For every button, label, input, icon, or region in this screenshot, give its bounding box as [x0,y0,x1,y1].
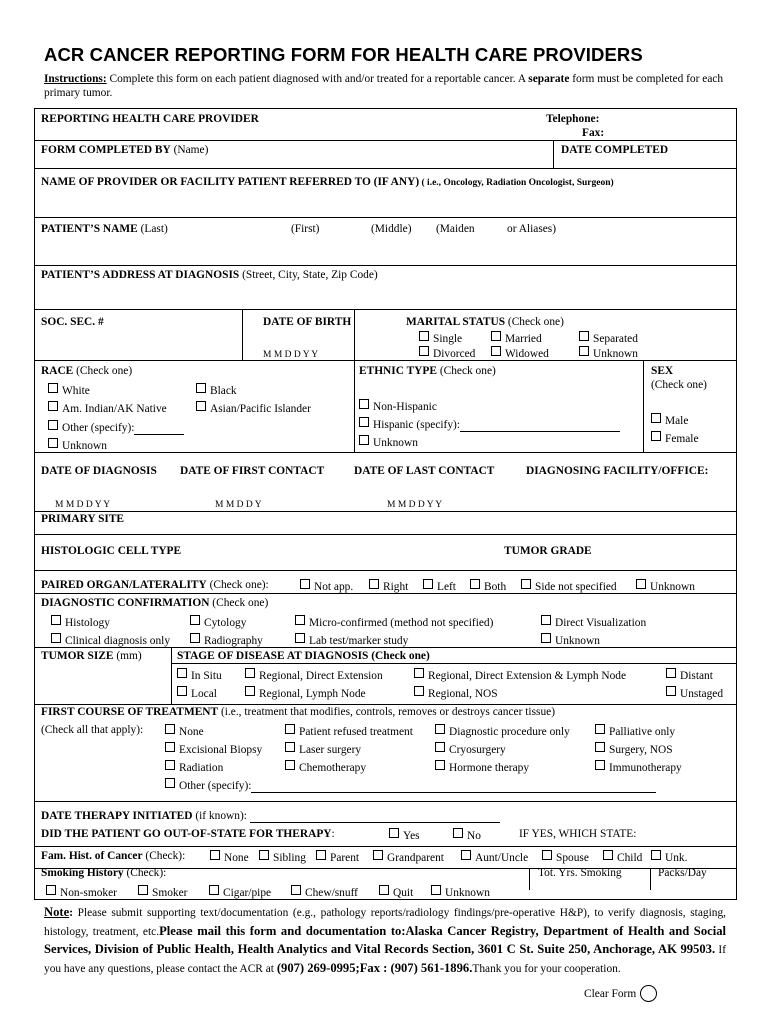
tumor-size-label: TUMOR SIZE [41,650,114,662]
instructions-text1: Complete this form on each patient diagnosed with and/or treated for a reportable cancer. A [106,73,529,85]
laterality-left[interactable]: Left [423,579,456,594]
note-phone-fax: (907) 269-0995;Fax : (907) 561-1896. [276,960,473,975]
confirm-lab-test[interactable]: Lab test/marker study [295,633,408,648]
date-diagnosis-label[interactable]: DATE OF DIAGNOSIS [41,465,157,477]
checkbox-icon[interactable] [595,724,605,734]
family-history-hint: (Check): [142,850,186,862]
treatment-label: FIRST COURSE OF TREATMENT [41,706,219,718]
smoke-quit[interactable]: Quit [379,885,413,900]
completed-by-label: FORM COMPLETED BY [41,144,171,156]
ethnic-non-hispanic[interactable]: Non-Hispanic [359,399,437,414]
checkbox-icon[interactable] [541,615,551,625]
race-white[interactable]: White [48,383,90,398]
divider [553,140,554,168]
checkbox-icon[interactable] [165,778,175,788]
patient-last-hint: (Last) [137,223,168,235]
smoke-unknown[interactable]: Unknown [431,885,490,900]
marital-label: MARITAL STATUS [406,316,506,328]
date-first-contact-label[interactable]: DATE OF FIRST CONTACT [180,465,325,477]
form-sheet [34,108,737,900]
patient-aliases-hint: or Aliases) [507,223,557,235]
checkbox-icon[interactable] [48,438,58,448]
dob-format: M M D D Y Y [263,350,319,360]
patient-first-hint: (First) [291,223,320,235]
race-heading [41,365,132,378]
checkbox-icon[interactable] [165,760,175,770]
laterality-not-app[interactable]: Not app. [300,579,353,594]
checkbox-icon[interactable] [470,579,480,589]
checkbox-icon[interactable] [295,615,305,625]
patient-maiden-hint: (Maiden [436,223,475,235]
treat-hormone[interactable]: Hormone therapy [435,760,529,775]
checkbox-icon[interactable] [48,420,58,430]
stage-in-situ[interactable]: In Situ [177,668,222,683]
family-history-row [41,850,185,863]
checkbox-icon[interactable] [245,686,255,696]
checkbox-icon[interactable] [316,850,326,860]
treat-other[interactable]: Other (specify): [165,778,656,793]
race-label: RACE [41,365,74,377]
checkbox-icon[interactable] [359,435,369,445]
completed-by-hint: (Name) [170,144,209,156]
treat-radiation[interactable]: Radiation [165,760,223,775]
divider [171,647,172,704]
sex-label: SEX [651,365,674,377]
checkbox-icon[interactable] [453,828,463,838]
divider [35,704,736,705]
therapy-date-field[interactable] [41,810,500,823]
checkbox-icon[interactable] [419,346,429,356]
confirm-direct-visualization[interactable]: Direct Visualization [541,615,646,630]
completed-by-field[interactable] [41,144,208,157]
checkbox-icon[interactable] [51,615,61,625]
note-label: Note [44,905,70,919]
checkbox-icon[interactable] [285,760,295,770]
diagnosing-facility-label[interactable]: DIAGNOSING FACILITY/OFFICE: [526,465,709,477]
sex-male[interactable]: Male [651,413,688,428]
divider [171,663,736,664]
checkbox-icon[interactable] [48,401,58,411]
date-last-contact-format: M M D D Y Y [387,500,443,510]
primary-site-label[interactable]: PRIMARY SITE [41,513,125,525]
tumor-grade-label[interactable]: TUMOR GRADE [504,545,592,557]
smoke-cigar-pipe[interactable]: Cigar/pipe [209,885,271,900]
checkbox-icon[interactable] [579,346,589,356]
stage-regional-direct[interactable]: Regional, Direct Extension [245,668,383,683]
fam-child[interactable]: Child [603,850,642,865]
confirm-clinical[interactable]: Clinical diagnosis only [51,633,170,648]
smoke-non-smoker[interactable]: Non-smoker [46,885,117,900]
checkbox-icon[interactable] [389,828,399,838]
checkbox-icon[interactable] [210,850,220,860]
stage-regional-nos[interactable]: Regional, NOS [414,686,498,701]
checkbox-icon[interactable] [666,686,676,696]
ethnic-heading [359,365,496,378]
smoking-label: Smoking History [41,867,124,879]
checkbox-icon[interactable] [651,413,661,423]
stage-label: STAGE OF DISEASE AT DIAGNOSIS [177,650,369,662]
checkbox-icon[interactable] [636,579,646,589]
laterality-both[interactable]: Both [470,579,506,594]
note-thanks: Thank you for your cooperation. [472,962,621,975]
fax-label: Fax: [582,127,605,139]
treat-cryosurgery[interactable]: Cryosurgery [435,742,506,757]
therapy-date-hint: (if known): [192,810,247,822]
checkbox-icon[interactable] [196,383,206,393]
telephone-label: Telephone: [546,113,600,125]
divider [35,140,736,141]
stage-distant[interactable]: Distant [666,668,713,683]
confirmation-hint: (Check one) [209,597,269,609]
divider [35,265,736,266]
ethnic-hispanic[interactable]: Hispanic (specify): [359,417,620,432]
treat-other-input[interactable] [251,792,656,793]
laterality-row [41,579,269,592]
smoking-heading [41,867,166,880]
ethnic-unknown[interactable]: Unknown [359,435,418,450]
divider [35,511,736,512]
divider [354,309,355,452]
stage-hint: (Check one) [368,650,430,662]
date-completed-label[interactable]: DATE COMPLETED [561,144,669,156]
checkbox-icon[interactable] [414,668,424,678]
checkbox-icon[interactable] [651,850,661,860]
therapy-date-input[interactable] [250,822,500,823]
checkbox-icon[interactable] [435,742,445,752]
checkbox-icon[interactable] [431,885,441,895]
out-of-state-no[interactable]: No [453,828,481,843]
date-diagnosis-format: M M D D Y Y [55,500,111,510]
stage-local[interactable]: Local [177,686,217,701]
checkbox-icon[interactable] [295,633,305,643]
tumor-size-field[interactable] [41,650,142,663]
date-last-contact-label[interactable]: DATE OF LAST CONTACT [354,465,495,477]
stage-regional-direct-lymph[interactable]: Regional, Direct Extension & Lymph Node [414,668,626,683]
race-asian[interactable]: Asian/Pacific Islander [196,401,311,416]
checkbox-icon[interactable] [491,346,501,356]
checkbox-icon[interactable] [177,686,187,696]
checkbox-icon[interactable] [423,579,433,589]
referred-label: NAME OF PROVIDER OR FACILITY PATIENT REFERRED TO (IF ANY) [41,176,420,188]
divider [643,360,644,452]
marital-married[interactable]: Married [491,331,542,346]
divider [35,452,736,453]
confirm-histology[interactable]: Histology [51,615,110,630]
checkbox-icon[interactable] [595,760,605,770]
treat-surgery-nos[interactable]: Surgery, NOS [595,742,673,757]
treatment-hint: (i.e., treatment that modifies, controls, removes or destroys cancer tissue) [218,706,555,718]
referred-field[interactable] [41,176,614,190]
clear-form-button[interactable] [584,985,657,1002]
checkbox-icon[interactable] [491,331,501,341]
laterality-hint: (Check one): [206,579,269,591]
divider [35,309,736,310]
checkbox-icon[interactable] [651,431,661,441]
marital-unknown[interactable]: Unknown [579,346,638,361]
confirm-unknown[interactable]: Unknown [541,633,600,648]
marital-divorced[interactable]: Divorced [419,346,475,361]
checkbox-icon[interactable] [435,724,445,734]
divider [529,868,530,890]
treatment-check-all: (Check all that apply): [41,724,144,736]
checkbox-icon[interactable] [190,615,200,625]
race-unknown[interactable]: Unknown [48,438,107,453]
treat-diagnostic-only[interactable]: Diagnostic procedure only [435,724,570,739]
checkbox-icon[interactable] [359,399,369,409]
out-of-state-yes[interactable]: Yes [389,828,420,843]
address-field[interactable] [41,269,378,282]
divider [650,868,651,890]
note-text1: Please submit supporting text/documentation (e.g., pathology reports/radiology findings/pre-operative H&P), to verify diagnosis, staging, histology, treatment, etc. [44,907,726,938]
treat-chemotherapy[interactable]: Chemotherapy [285,760,366,775]
checkbox-icon[interactable] [48,383,58,393]
patient-name-label: PATIENT’S NAME [41,223,138,235]
treat-refused[interactable]: Patient refused treatment [285,724,413,739]
race-other[interactable]: Other (specify): [48,420,184,435]
checkbox-icon[interactable] [259,850,269,860]
checkbox-icon[interactable] [603,850,613,860]
out-of-state-row: DID THE PATIENT GO OUT-OF-STATE FOR THERAPY: [41,828,335,840]
hispanic-specify-input[interactable] [460,431,620,432]
treat-excisional-biopsy[interactable]: Excisional Biopsy [165,742,262,757]
divider [35,570,736,571]
checkbox-icon[interactable] [190,633,200,643]
years-smoking-label[interactable]: Tot. Yrs. Smoking [538,867,622,879]
checkbox-icon[interactable] [419,331,429,341]
checkbox-icon[interactable] [373,850,383,860]
divider [35,801,736,802]
submission-note: Note: Please submit supporting text/documentation (e.g., pathology reports/radiology findings/pre-operative H&P), to verify diagnosis, staging, histology, treatment, etc.Please mail this form and documentation to:Alaska Cancer Registry, Department of Health and Social Services, Division of Public Health, Health Analytics and Vital Records Section, 3601 C St. Suite 250, Anchorage, AK 99503. If you have any questions, please contact the ACR at (907) 269-0995;Fax : (907) 561-1896.Thank you for your cooperation. [44,905,726,975]
checkbox-icon[interactable] [209,885,219,895]
divider [35,168,736,169]
race-am-indian[interactable]: Am. Indian/AK Native [48,401,167,416]
stage-unstaged[interactable]: Unstaged [666,686,723,701]
checkbox-icon[interactable] [435,760,445,770]
fam-aunt-uncle[interactable]: Aunt/Uncle [461,850,528,865]
form-title: ACR CANCER REPORTING FORM FOR HEALTH CARE PROVIDERS [44,44,643,65]
packs-per-day-label[interactable]: Packs/Day [658,867,707,879]
race-hint: (Check one) [73,365,133,377]
instructions [44,72,724,100]
checkbox-icon[interactable] [291,885,301,895]
checkbox-icon[interactable] [461,850,471,860]
therapy-date-label: DATE THERAPY INITIATED [41,810,193,822]
checkbox-icon[interactable] [285,742,295,752]
date-first-contact-format: M M D D Y [215,500,262,510]
checkbox-icon[interactable] [165,724,175,734]
stage-heading [177,650,430,663]
marital-single[interactable]: Single [419,331,462,346]
checkbox-icon[interactable] [46,885,56,895]
confirmation-label: DIAGNOSTIC CONFIRMATION [41,597,210,609]
treat-none[interactable]: None [165,724,204,739]
divider [35,217,736,218]
smoke-chew-snuff[interactable]: Chew/snuff [291,885,358,900]
smoke-smoker[interactable]: Smoker [138,885,187,900]
marital-separated[interactable]: Separated [579,331,638,346]
patient-middle-hint: (Middle) [371,223,412,235]
checkbox-icon[interactable] [196,401,206,411]
fam-sibling[interactable]: Sibling [259,850,306,865]
race-black[interactable]: Black [196,383,237,398]
referred-hint: ( i.e., Oncology, Radiation Oncologist, Surgeon) [419,178,614,188]
checkbox-icon[interactable] [177,668,187,678]
treat-palliative[interactable]: Palliative only [595,724,675,739]
fam-grandparent[interactable]: Grandparent [373,850,444,865]
divider [35,846,736,847]
circle-icon[interactable] [640,985,657,1002]
treat-immunotherapy[interactable]: Immunotherapy [595,760,682,775]
confirm-micro[interactable]: Micro-confirmed (method not specified) [295,615,493,630]
confirm-cytology[interactable]: Cytology [190,615,246,630]
checkbox-icon[interactable] [379,885,389,895]
address-label: PATIENT’S ADDRESS AT DIAGNOSIS [41,269,240,281]
checkbox-icon[interactable] [521,579,531,589]
checkbox-icon[interactable] [285,724,295,734]
histology-label[interactable]: HISTOLOGIC CELL TYPE [41,545,182,557]
address-hint: (Street, City, State, Zip Code) [239,269,378,281]
marital-widowed[interactable]: Widowed [491,346,549,361]
ethnic-hint: (Check one) [436,365,496,377]
checkbox-icon[interactable] [541,633,551,643]
provider-label: REPORTING HEALTH CARE PROVIDER [41,113,259,125]
checkbox-icon[interactable] [414,686,424,696]
smoking-hint: (Check): [123,867,167,879]
checkbox-icon[interactable] [359,417,369,427]
race-other-input[interactable] [134,434,184,435]
checkbox-icon[interactable] [51,633,61,643]
sex-hint: (Check one) [651,379,707,391]
checkbox-icon[interactable] [138,885,148,895]
laterality-label: PAIRED ORGAN/LATERALITY [41,579,207,591]
family-history-label: Fam. Hist. of Cancer [41,850,143,862]
instructions-label: Instructions: [44,73,107,85]
checkbox-icon[interactable] [542,850,552,860]
marital-hint: (Check one) [505,316,564,328]
divider [242,309,243,360]
checkbox-icon[interactable] [595,742,605,752]
checkbox-icon[interactable] [579,331,589,341]
ethnic-label: ETHNIC TYPE [359,365,437,377]
tumor-size-hint: (mm) [113,650,142,662]
instructions-bold: separate [528,73,570,85]
fam-none[interactable]: None [210,850,249,865]
laterality-side-not-specified[interactable]: Side not specified [521,579,617,594]
marital-heading [406,316,564,329]
which-state-label[interactable]: IF YES, WHICH STATE: [519,828,637,840]
dob-label[interactable]: DATE OF BIRTH [263,316,352,328]
checkbox-icon[interactable] [369,579,379,589]
confirm-radiography[interactable]: Radiography [190,633,263,648]
fam-parent[interactable]: Parent [316,850,359,865]
stage-regional-lymph[interactable]: Regional, Lymph Node [245,686,366,701]
treat-laser-surgery[interactable]: Laser surgery [285,742,361,757]
fam-unknown[interactable]: Unk. [651,850,687,865]
treatment-heading [41,706,555,719]
patient-name-field[interactable] [41,223,168,236]
laterality-unknown[interactable]: Unknown [636,579,695,594]
clear-form-label: Clear Form [584,987,637,1000]
instructions-text2: form must be completed for each primary tumor. [44,73,724,99]
checkbox-icon[interactable] [165,742,175,752]
fam-spouse[interactable]: Spouse [542,850,589,865]
sex-female[interactable]: Female [651,431,699,446]
note-text2: If you have any questions, please contact the ACR at [44,944,726,975]
checkbox-icon[interactable] [666,668,676,678]
checkbox-icon[interactable] [300,579,310,589]
out-of-state-label: DID THE PATIENT GO OUT-OF-STATE FOR THERAPY [41,828,332,840]
divider [35,534,736,535]
laterality-right[interactable]: Right [369,579,408,594]
ssn-label[interactable]: SOC. SEC. # [41,316,104,328]
confirmation-heading [41,597,268,610]
note-mailing-address: Please mail this form and documentation to:Alaska Cancer Registry, Department of Health and Social Services, Division of Public Health, Health Analytics and Vital Records Section, 3601 C St. Suite 250, Anchorage, AK 99503. [44,923,726,956]
checkbox-icon[interactable] [245,668,255,678]
